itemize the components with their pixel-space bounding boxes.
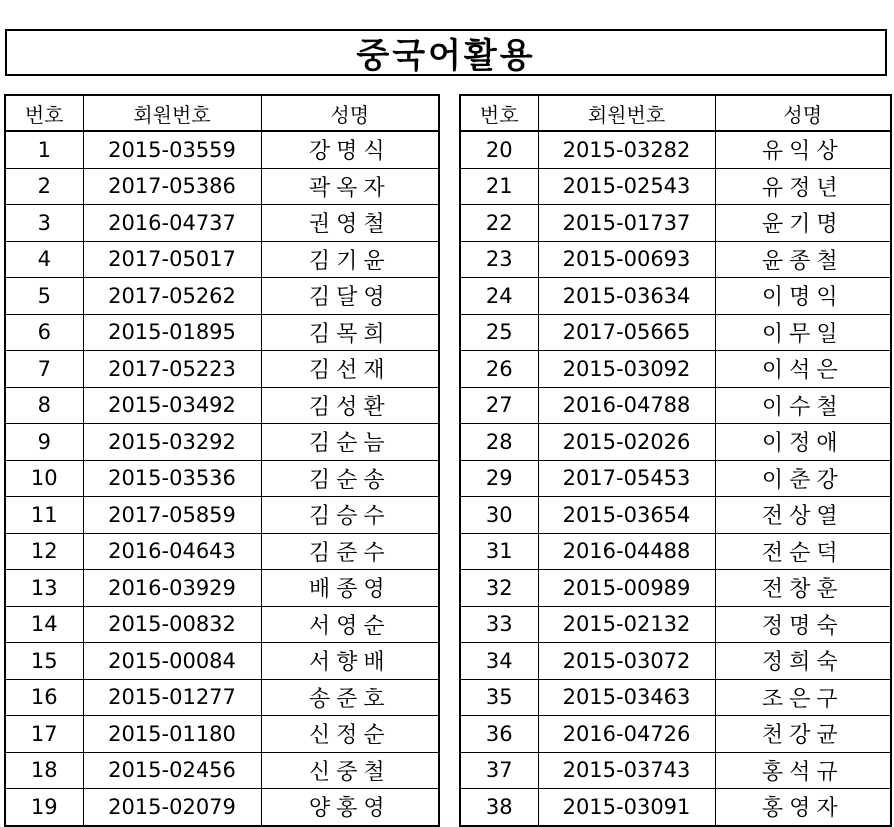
header-member-id: 회원번호 <box>538 95 715 131</box>
member-id-cell: 2016-04488 <box>538 533 715 570</box>
member-id-cell: 2015-03492 <box>83 387 261 424</box>
member-name-cell: 배종영 <box>261 570 439 607</box>
member-name-cell: 김승수 <box>261 497 439 534</box>
member-id-cell: 2015-01277 <box>83 679 261 716</box>
table-row <box>460 716 891 753</box>
member-id-cell: 2016-03929 <box>83 570 261 607</box>
table-row <box>460 314 891 351</box>
member-id-cell: 2016-04788 <box>538 387 715 424</box>
member-id-cell: 2015-01895 <box>83 314 261 351</box>
header-name: 성명 <box>261 95 439 131</box>
member-no-cell: 34 <box>460 643 538 680</box>
member-id-cell: 2015-03634 <box>538 278 715 315</box>
table-row <box>460 131 891 168</box>
member-name-cell: 윤기명 <box>715 205 891 242</box>
member-no-cell: 36 <box>460 716 538 753</box>
member-name-cell: 김준수 <box>261 533 439 570</box>
member-name-cell: 이명익 <box>715 278 891 315</box>
member-id-cell: 2016-04737 <box>83 205 261 242</box>
member-no-cell: 9 <box>5 424 83 461</box>
member-no-cell: 13 <box>5 570 83 607</box>
member-no-cell: 21 <box>460 168 538 205</box>
member-id-cell: 2015-03559 <box>83 131 261 168</box>
member-name-cell: 정희숙 <box>715 643 891 680</box>
member-name-cell: 이수철 <box>715 387 891 424</box>
member-name-cell: 강명식 <box>261 131 439 168</box>
member-no-cell: 23 <box>460 241 538 278</box>
table-row <box>5 314 439 351</box>
table-row <box>5 752 439 789</box>
member-no-cell: 6 <box>5 314 83 351</box>
member-no-cell: 10 <box>5 460 83 497</box>
member-name-cell: 신정순 <box>261 716 439 753</box>
member-name-cell: 김성환 <box>261 387 439 424</box>
member-no-cell: 12 <box>5 533 83 570</box>
member-name-cell: 이무일 <box>715 314 891 351</box>
member-no-cell: 11 <box>5 497 83 534</box>
member-id-cell: 2015-01180 <box>83 716 261 753</box>
table-row <box>5 278 439 315</box>
member-name-cell: 윤종철 <box>715 241 891 278</box>
member-id-cell: 2015-03463 <box>538 679 715 716</box>
table-row <box>460 278 891 315</box>
member-no-cell: 35 <box>460 679 538 716</box>
member-no-cell: 7 <box>5 351 83 388</box>
member-no-cell: 27 <box>460 387 538 424</box>
member-id-cell: 2015-00084 <box>83 643 261 680</box>
member-no-cell: 37 <box>460 752 538 789</box>
header-no: 번호 <box>460 95 538 131</box>
table-row <box>460 643 891 680</box>
table-row <box>460 497 891 534</box>
member-name-cell: 유정년 <box>715 168 891 205</box>
member-no-cell: 30 <box>460 497 538 534</box>
table-row <box>460 205 891 242</box>
table-row <box>460 424 891 461</box>
member-name-cell: 이석은 <box>715 351 891 388</box>
member-id-cell: 2015-02543 <box>538 168 715 205</box>
member-id-cell: 2016-04643 <box>83 533 261 570</box>
member-rows-right <box>460 131 891 826</box>
member-no-cell: 19 <box>5 789 83 826</box>
member-id-cell: 2015-02132 <box>538 606 715 643</box>
member-rows-left <box>5 131 439 826</box>
member-name-cell: 홍석규 <box>715 752 891 789</box>
member-no-cell: 17 <box>5 716 83 753</box>
member-table-right <box>459 94 892 827</box>
member-name-cell: 천강균 <box>715 716 891 753</box>
member-id-cell: 2015-03654 <box>538 497 715 534</box>
member-id-cell: 2015-03282 <box>538 131 715 168</box>
table-row <box>460 752 891 789</box>
member-name-cell: 전상열 <box>715 497 891 534</box>
member-name-cell: 이정애 <box>715 424 891 461</box>
table-row <box>5 789 439 826</box>
member-no-cell: 29 <box>460 460 538 497</box>
member-no-cell: 25 <box>460 314 538 351</box>
table-row <box>5 131 439 168</box>
member-id-cell: 2015-03072 <box>538 643 715 680</box>
member-no-cell: 20 <box>460 131 538 168</box>
member-no-cell: 18 <box>5 752 83 789</box>
member-name-cell: 권영철 <box>261 205 439 242</box>
member-id-cell: 2015-00989 <box>538 570 715 607</box>
member-name-cell: 전순덕 <box>715 533 891 570</box>
member-no-cell: 3 <box>5 205 83 242</box>
member-name-cell: 김목희 <box>261 314 439 351</box>
table-row <box>5 424 439 461</box>
member-no-cell: 26 <box>460 351 538 388</box>
member-id-cell: 2017-05017 <box>83 241 261 278</box>
member-id-cell: 2017-05262 <box>83 278 261 315</box>
header-row <box>5 95 439 131</box>
table-row <box>460 679 891 716</box>
table-row <box>460 241 891 278</box>
member-id-cell: 2015-03092 <box>538 351 715 388</box>
member-name-cell: 신중철 <box>261 752 439 789</box>
header-row <box>460 95 891 131</box>
member-id-cell: 2017-05386 <box>83 168 261 205</box>
member-no-cell: 32 <box>460 570 538 607</box>
member-id-cell: 2015-03292 <box>83 424 261 461</box>
table-row <box>5 679 439 716</box>
table-row <box>5 387 439 424</box>
member-no-cell: 24 <box>460 278 538 315</box>
member-id-cell: 2015-02079 <box>83 789 261 826</box>
header-member-id: 회원번호 <box>83 95 261 131</box>
table-row <box>5 460 439 497</box>
member-name-cell: 이춘강 <box>715 460 891 497</box>
member-no-cell: 4 <box>5 241 83 278</box>
member-id-cell: 2015-03743 <box>538 752 715 789</box>
member-table-left <box>4 94 440 827</box>
member-no-cell: 8 <box>5 387 83 424</box>
member-name-cell: 김선재 <box>261 351 439 388</box>
member-name-cell: 송준호 <box>261 679 439 716</box>
member-id-cell: 2015-00693 <box>538 241 715 278</box>
member-id-cell: 2015-00832 <box>83 606 261 643</box>
member-id-cell: 2015-01737 <box>538 205 715 242</box>
member-id-cell: 2016-04726 <box>538 716 715 753</box>
table-row <box>5 716 439 753</box>
member-no-cell: 5 <box>5 278 83 315</box>
member-no-cell: 1 <box>5 131 83 168</box>
table-row <box>460 606 891 643</box>
member-id-cell: 2017-05859 <box>83 497 261 534</box>
table-row <box>460 387 891 424</box>
member-name-cell: 김순늠 <box>261 424 439 461</box>
member-id-cell: 2017-05665 <box>538 314 715 351</box>
table-row <box>460 168 891 205</box>
table-row <box>460 789 891 826</box>
member-name-cell: 홍영자 <box>715 789 891 826</box>
member-no-cell: 33 <box>460 606 538 643</box>
member-no-cell: 31 <box>460 533 538 570</box>
title-box <box>5 29 887 76</box>
table-row <box>5 351 439 388</box>
table-row <box>460 533 891 570</box>
member-id-cell: 2017-05453 <box>538 460 715 497</box>
member-name-cell: 김달영 <box>261 278 439 315</box>
member-id-cell: 2015-03091 <box>538 789 715 826</box>
member-id-cell: 2015-02026 <box>538 424 715 461</box>
member-name-cell: 김기윤 <box>261 241 439 278</box>
member-name-cell: 정명숙 <box>715 606 891 643</box>
member-no-cell: 14 <box>5 606 83 643</box>
table-row <box>5 570 439 607</box>
table-row <box>460 570 891 607</box>
member-no-cell: 2 <box>5 168 83 205</box>
member-name-cell: 양홍영 <box>261 789 439 826</box>
table-row <box>5 533 439 570</box>
header-name: 성명 <box>715 95 891 131</box>
table-row <box>460 460 891 497</box>
table-row <box>5 643 439 680</box>
table-row <box>5 497 439 534</box>
member-name-cell: 김순송 <box>261 460 439 497</box>
member-no-cell: 38 <box>460 789 538 826</box>
member-name-cell: 전창훈 <box>715 570 891 607</box>
member-name-cell: 유익상 <box>715 131 891 168</box>
member-no-cell: 22 <box>460 205 538 242</box>
page-title: 중국어활용 <box>356 36 536 76</box>
table-row <box>460 351 891 388</box>
header-no: 번호 <box>5 95 83 131</box>
member-no-cell: 28 <box>460 424 538 461</box>
table-row <box>5 168 439 205</box>
member-no-cell: 15 <box>5 643 83 680</box>
member-id-cell: 2015-03536 <box>83 460 261 497</box>
member-no-cell: 16 <box>5 679 83 716</box>
table-row <box>5 241 439 278</box>
member-id-cell: 2017-05223 <box>83 351 261 388</box>
member-name-cell: 서향배 <box>261 643 439 680</box>
table-row <box>5 205 439 242</box>
member-name-cell: 서영순 <box>261 606 439 643</box>
member-id-cell: 2015-02456 <box>83 752 261 789</box>
member-name-cell: 곽옥자 <box>261 168 439 205</box>
table-row <box>5 606 439 643</box>
member-name-cell: 조은구 <box>715 679 891 716</box>
